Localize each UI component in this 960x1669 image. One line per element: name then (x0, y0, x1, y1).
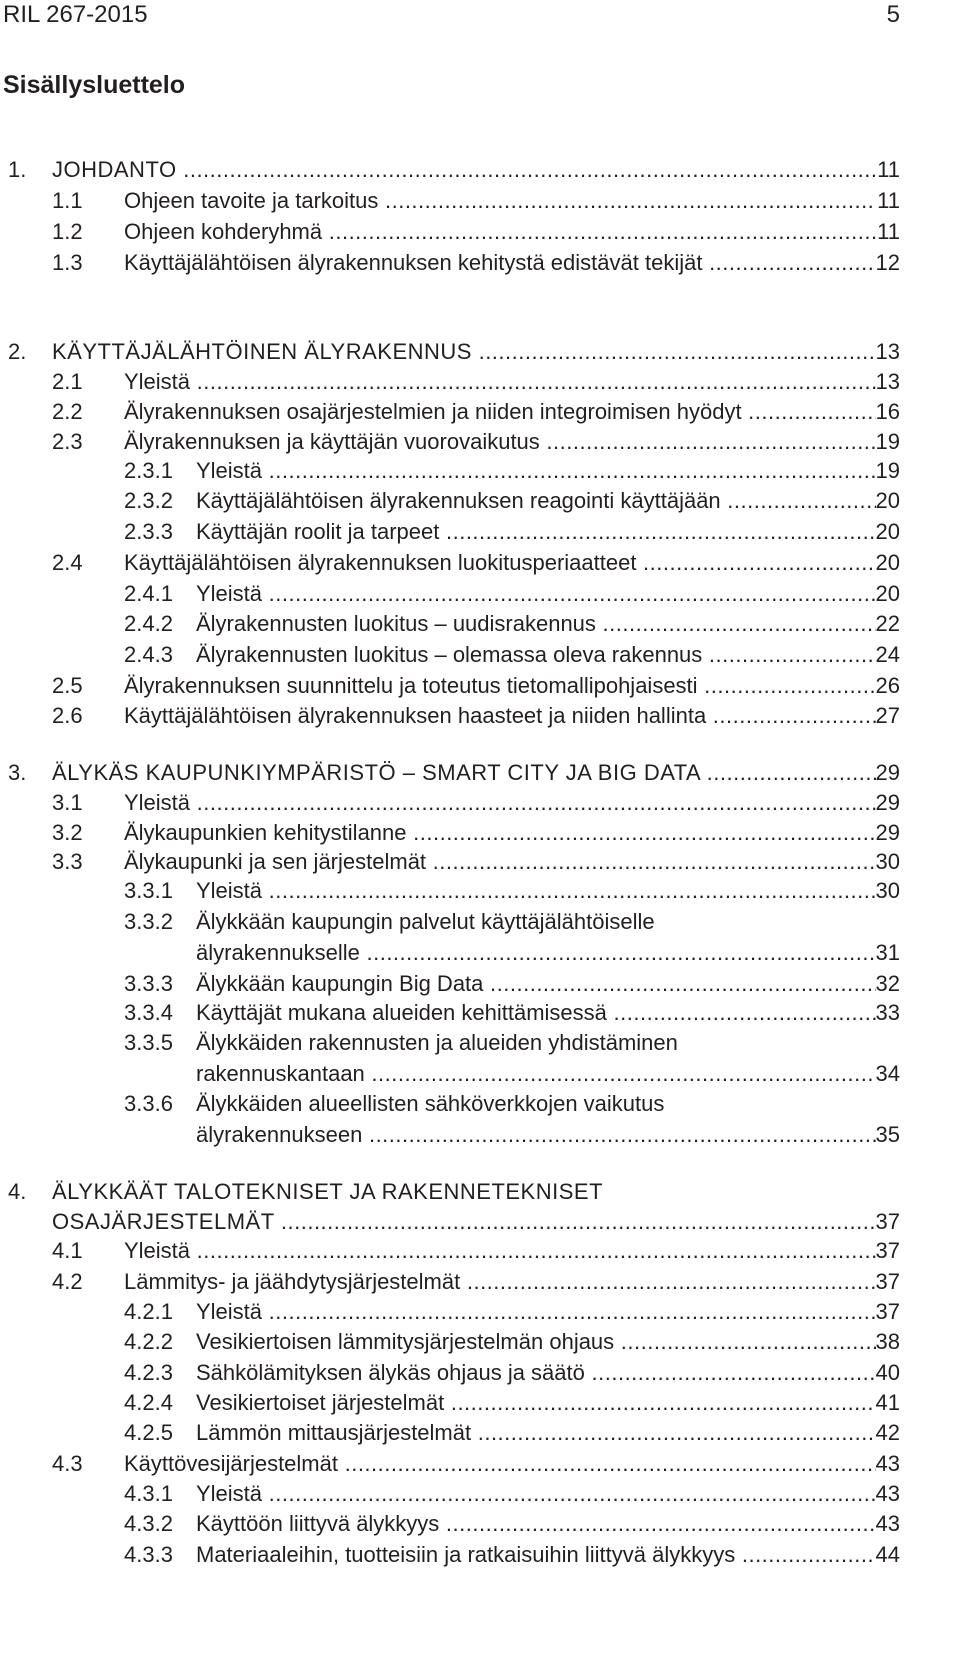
toc-entry[interactable] (0, 701, 960, 731)
toc-entry[interactable] (0, 456, 960, 486)
toc-entry-title-text: Älyrakennusten luokitus – uudisrakennus (196, 611, 596, 636)
toc-entry-title-text: Vesikiertoiset järjestelmät (196, 1390, 445, 1415)
toc-entry-title (124, 1449, 876, 1479)
toc-entry-title (124, 427, 876, 457)
toc-entry-title-text: Älyrakennuksen suunnittelu ja toteutus tietomallipohjaisesti (124, 673, 698, 698)
toc-entry-title (124, 217, 876, 247)
toc-entry-title (196, 1479, 876, 1509)
toc-entry-page: 32 (875, 971, 900, 996)
toc-entry-page: 41 (875, 1390, 900, 1415)
toc-entry-number: 3.3.3 (124, 971, 173, 996)
toc-entry[interactable] (0, 186, 960, 216)
toc-entry-title-text: Yleistä (196, 878, 263, 903)
toc-entry[interactable] (0, 671, 960, 701)
toc-entry-number: 2.3 (52, 429, 83, 454)
toc-entry-title-text: Ohjeen kohderyhmä (124, 219, 323, 244)
toc-entry-number: 4. (8, 1179, 27, 1204)
toc-entry-number: 2. (8, 339, 27, 364)
toc-entry-number: 1.1 (52, 188, 83, 213)
toc-entry-title (124, 818, 876, 848)
toc-entry-number: 2.4.1 (124, 581, 173, 606)
toc-entry-title (52, 1177, 876, 1207)
toc-entry-page: 29 (875, 760, 900, 785)
toc-entry-number: 3. (8, 760, 27, 785)
toc-entry-title (196, 1089, 876, 1119)
toc-entry-number: 3.3 (52, 849, 83, 874)
toc-entry-title-text: Älyrakennuksen ja käyttäjän vuorovaikutus (124, 429, 540, 454)
toc-entry[interactable] (0, 1509, 960, 1539)
toc-entry-title-text: Yleistä (196, 1481, 263, 1506)
toc-entry-title (196, 1388, 876, 1418)
toc-entry[interactable] (0, 1449, 960, 1479)
toc-entry-page: 16 (875, 399, 900, 424)
toc-entry[interactable] (0, 1327, 960, 1357)
toc-entry[interactable] (0, 1059, 960, 1089)
toc-entry[interactable] (0, 907, 960, 937)
toc-entry-title (52, 758, 876, 788)
toc-entry-number: 4.3.1 (124, 1481, 173, 1506)
toc-entry-title (196, 1358, 876, 1388)
toc-entry-number: 4.3.3 (124, 1542, 173, 1567)
toc-entry-title-text: Käyttövesijärjestelmät (124, 1451, 338, 1476)
toc-entry-title-text: OSAJÄRJESTELMÄT (52, 1209, 275, 1234)
toc-entry-number: 3.3.6 (124, 1091, 173, 1116)
toc-entry-title (124, 397, 876, 427)
toc-entry-title (124, 248, 876, 278)
toc-entry-title-text: Yleistä (196, 458, 263, 483)
toc-entry[interactable] (0, 1207, 960, 1237)
toc-entry-number: 2.2 (52, 399, 83, 424)
toc-entry-title (196, 907, 876, 937)
toc-entry[interactable] (0, 517, 960, 547)
toc-entry-page: 27 (875, 703, 900, 728)
toc-entry-title-text: Käyttäjälähtöisen älyrakennuksen reagointi käyttäjään (196, 488, 721, 513)
toc-entry[interactable] (0, 938, 960, 968)
toc-entry-page: 38 (875, 1329, 900, 1354)
toc-entry[interactable] (0, 248, 960, 278)
toc-entry-page: 11 (877, 157, 900, 182)
toc-entry[interactable] (0, 1236, 960, 1266)
toc-entry-number: 4.2 (52, 1269, 83, 1294)
toc-entry-title-text: ÄLYKKÄÄT TALOTEKNISET JA RAKENNETEKNISET (52, 1179, 604, 1204)
toc-entry-title (196, 1540, 876, 1570)
toc-entry-title-text: Käyttöön liittyvä älykkyys (196, 1511, 440, 1536)
toc-entry-title (196, 579, 876, 609)
toc-entry[interactable] (0, 1120, 960, 1150)
toc-entry-page: 43 (875, 1511, 900, 1536)
toc-entry-title (196, 640, 876, 670)
toc-entry-title (124, 671, 876, 701)
toc-entry-title-text: Lämmitys- ja jäähdytysjärjestelmät (124, 1269, 461, 1294)
toc-entry-title-text: Älykkäiden rakennusten ja alueiden yhdistäminen (196, 1030, 678, 1055)
toc-entry-title (124, 1267, 876, 1297)
toc-entry-number: 2.3.3 (124, 519, 173, 544)
toc-entry-page: 37 (875, 1209, 900, 1234)
toc-entry-number: 4.2.3 (124, 1360, 173, 1385)
toc-entry[interactable] (0, 1479, 960, 1509)
toc-entry[interactable] (0, 847, 960, 877)
toc-entry-page: 29 (875, 790, 900, 815)
toc-entry-title-text: Käyttäjälähtöisen älyrakennuksen luokitusperiaatteet (124, 550, 637, 575)
toc-entry-title (196, 1028, 876, 1058)
toc-entry-number: 1. (8, 157, 27, 182)
toc-entry-title (196, 1059, 876, 1089)
toc-entry[interactable] (0, 1177, 960, 1207)
toc-entry-number: 2.3.1 (124, 458, 173, 483)
toc-entry-page: 30 (875, 849, 900, 874)
page-title: Sisällysluettelo (3, 71, 186, 99)
toc-entry[interactable] (0, 1358, 960, 1388)
toc-entry-number: 4.1 (52, 1238, 83, 1263)
toc-entry[interactable] (0, 367, 960, 397)
toc-entry-page: 37 (875, 1238, 900, 1263)
toc-entry-page: 20 (875, 581, 900, 606)
toc-entry-title-text: KÄYTTÄJÄLÄHTÖINEN ÄLYRAKENNUS (52, 339, 472, 364)
toc-entry-number: 3.1 (52, 790, 83, 815)
toc-entry-title-text: Materiaaleihin, tuotteisiin ja ratkaisuihin liittyvä älykkyys (196, 1542, 736, 1567)
toc-entry-title (196, 486, 876, 516)
toc-entry-title (124, 186, 876, 216)
toc-entry-title-text: Käyttäjälähtöisen älyrakennuksen haasteet ja niiden hallinta (124, 703, 707, 728)
toc-entry-title-text: Älykkäiden alueellisten sähköverkkojen vaikutus (196, 1091, 665, 1116)
toc-entry[interactable] (0, 1540, 960, 1570)
toc-entry-page: 19 (875, 429, 900, 454)
toc-entry-title (196, 1418, 876, 1448)
toc-entry[interactable] (0, 788, 960, 818)
toc-entry-page: 37 (875, 1269, 900, 1294)
toc-entry-title (196, 1327, 876, 1357)
toc-entry-title (196, 1509, 876, 1539)
toc-entry-title-text: Käyttäjälähtöisen älyrakennuksen kehitystä edistävät tekijät (124, 250, 703, 275)
toc-entry-page: 35 (875, 1122, 900, 1147)
toc-entry-page: 30 (875, 878, 900, 903)
toc-entry-page: 13 (875, 339, 900, 364)
toc-entry[interactable] (0, 1089, 960, 1119)
toc-entry-title (196, 456, 876, 486)
toc-entry-title (124, 1236, 876, 1266)
toc-entry-page: 11 (877, 188, 900, 213)
toc-entry[interactable] (0, 876, 960, 906)
toc-entry-title-text: Yleistä (196, 581, 263, 606)
toc-entry-title-text: ÄLYKÄS KAUPUNKIYMPÄRISTÖ – SMART CITY JA BIG DATA (52, 760, 701, 785)
toc-entry[interactable] (0, 1297, 960, 1327)
toc-entry-page: 40 (875, 1360, 900, 1385)
toc-entry-title (196, 517, 876, 547)
toc-entry-number: 2.4 (52, 550, 83, 575)
toc-entry-title-text: Käyttäjät mukana alueiden kehittämisessä (196, 1000, 607, 1025)
toc-entry[interactable] (0, 818, 960, 848)
toc-entry-title-text: Sähkölämityksen älykäs ohjaus ja säätö (196, 1360, 585, 1385)
toc-entry-page: 24 (875, 642, 900, 667)
toc-entry-title-text: Älyrakennuksen osajärjestelmien ja niiden integroimisen hyödyt (124, 399, 742, 424)
page-number: 5 (886, 1, 900, 28)
toc-entry-page: 43 (875, 1451, 900, 1476)
toc-entry-number: 1.3 (52, 250, 83, 275)
toc-entry[interactable] (0, 579, 960, 609)
toc-entry-title-text: JOHDANTO (52, 157, 177, 182)
toc-entry-page: 37 (875, 1299, 900, 1324)
toc-entry-page: 31 (875, 940, 900, 965)
toc-entry-number: 4.3 (52, 1451, 83, 1476)
toc-entry-number: 4.2.4 (124, 1390, 173, 1415)
toc-entry-number: 4.2.2 (124, 1329, 173, 1354)
toc-entry[interactable] (0, 397, 960, 427)
toc-entry-title (196, 876, 876, 906)
toc-entry-number: 3.3.4 (124, 1000, 173, 1025)
toc-entry-number: 2.4.2 (124, 611, 173, 636)
toc-entry-number: 3.3.5 (124, 1030, 173, 1055)
toc-entry-title (196, 1120, 876, 1150)
toc-entry[interactable] (0, 548, 960, 578)
toc-entry-title (52, 155, 876, 185)
toc-entry-title (124, 701, 876, 731)
toc-entry-page: 34 (875, 1061, 900, 1086)
toc-entry[interactable] (0, 337, 960, 367)
toc-entry-page: 20 (875, 550, 900, 575)
toc-entry-title-text: Yleistä (196, 1299, 263, 1324)
toc-entry-page: 43 (875, 1481, 900, 1506)
toc-entry-title-text: Älykkään kaupungin Big Data (196, 971, 484, 996)
toc-entry-title (196, 998, 876, 1028)
toc-entry[interactable] (0, 486, 960, 516)
toc-entry[interactable] (0, 1028, 960, 1058)
toc-entry-number: 2.4.3 (124, 642, 173, 667)
toc-entry-title (196, 969, 876, 999)
toc-entry[interactable] (0, 998, 960, 1028)
toc-entry-page: 29 (875, 820, 900, 845)
toc-entry-title (52, 1207, 876, 1237)
toc-entry[interactable] (0, 1267, 960, 1297)
toc-entry-title-text: Yleistä (124, 790, 191, 815)
toc-entry-title (124, 788, 876, 818)
toc-entry-title-text: Yleistä (124, 369, 191, 394)
toc-entry-title-text: Vesikiertoisen lämmitysjärjestelmän ohjaus (196, 1329, 615, 1354)
toc-entry[interactable] (0, 427, 960, 457)
toc-entry-number: 3.3.2 (124, 909, 173, 934)
toc-entry-number: 4.2.1 (124, 1299, 173, 1324)
toc-entry-number: 4.2.5 (124, 1420, 173, 1445)
toc-entry-title (196, 609, 876, 639)
toc-entry-title-text: älyrakennukselle (196, 940, 360, 965)
toc-entry[interactable] (0, 1418, 960, 1448)
toc-entry-number: 2.5 (52, 673, 83, 698)
toc-entry[interactable] (0, 969, 960, 999)
toc-entry-number: 2.3.2 (124, 488, 173, 513)
toc-entry-title-text: Älykkään kaupungin palvelut käyttäjälähtöiselle (196, 909, 655, 934)
toc-entry[interactable] (0, 1388, 960, 1418)
toc-entry-title-text: Yleistä (124, 1238, 191, 1263)
toc-entry-title-text: Lämmön mittausjärjestelmät (196, 1420, 472, 1445)
document-id: RIL 267-2015 (3, 1, 148, 28)
toc-entry-title-text: rakennuskantaan (196, 1061, 365, 1086)
toc-entry-title-text: Älykaupunkien kehitystilanne (124, 820, 407, 845)
toc-entry[interactable] (0, 609, 960, 639)
toc-entry-page: 42 (875, 1420, 900, 1445)
toc-entry-page: 11 (877, 219, 900, 244)
toc-entry[interactable] (0, 640, 960, 670)
toc-entry[interactable] (0, 758, 960, 788)
toc-entry-number: 2.6 (52, 703, 83, 728)
toc-entry-page: 44 (875, 1542, 900, 1567)
toc-entry-title-text: älyrakennukseen (196, 1122, 363, 1147)
toc-entry-title-text: Älyrakennusten luokitus – olemassa oleva rakennus (196, 642, 703, 667)
toc-entry[interactable] (0, 217, 960, 247)
toc-entry[interactable] (0, 155, 960, 185)
toc-entry-title-text: Älykaupunki ja sen järjestelmät (124, 849, 427, 874)
toc-entry-title (124, 548, 876, 578)
toc-entry-number: 1.2 (52, 219, 83, 244)
toc-entry-title (196, 1297, 876, 1327)
toc-entry-number: 3.3.1 (124, 878, 173, 903)
toc-entry-page: 19 (875, 458, 900, 483)
toc-entry-page: 33 (875, 1000, 900, 1025)
toc-entry-title (124, 847, 876, 877)
toc-entry-number: 2.1 (52, 369, 83, 394)
toc-entry-page: 20 (875, 519, 900, 544)
toc-entry-page: 13 (875, 369, 900, 394)
toc-entry-page: 26 (875, 673, 900, 698)
toc-entry-number: 4.3.2 (124, 1511, 173, 1536)
toc-entry-page: 22 (875, 611, 900, 636)
toc-entry-title (196, 938, 876, 968)
toc-entry-title (124, 367, 876, 397)
toc-entry-page: 12 (875, 250, 900, 275)
toc-entry-title (52, 337, 876, 367)
toc-entry-title-text: Käyttäjän roolit ja tarpeet (196, 519, 440, 544)
toc-entry-number: 3.2 (52, 820, 83, 845)
toc-entry-page: 20 (875, 488, 900, 513)
toc-entry-title-text: Ohjeen tavoite ja tarkoitus (124, 188, 379, 213)
